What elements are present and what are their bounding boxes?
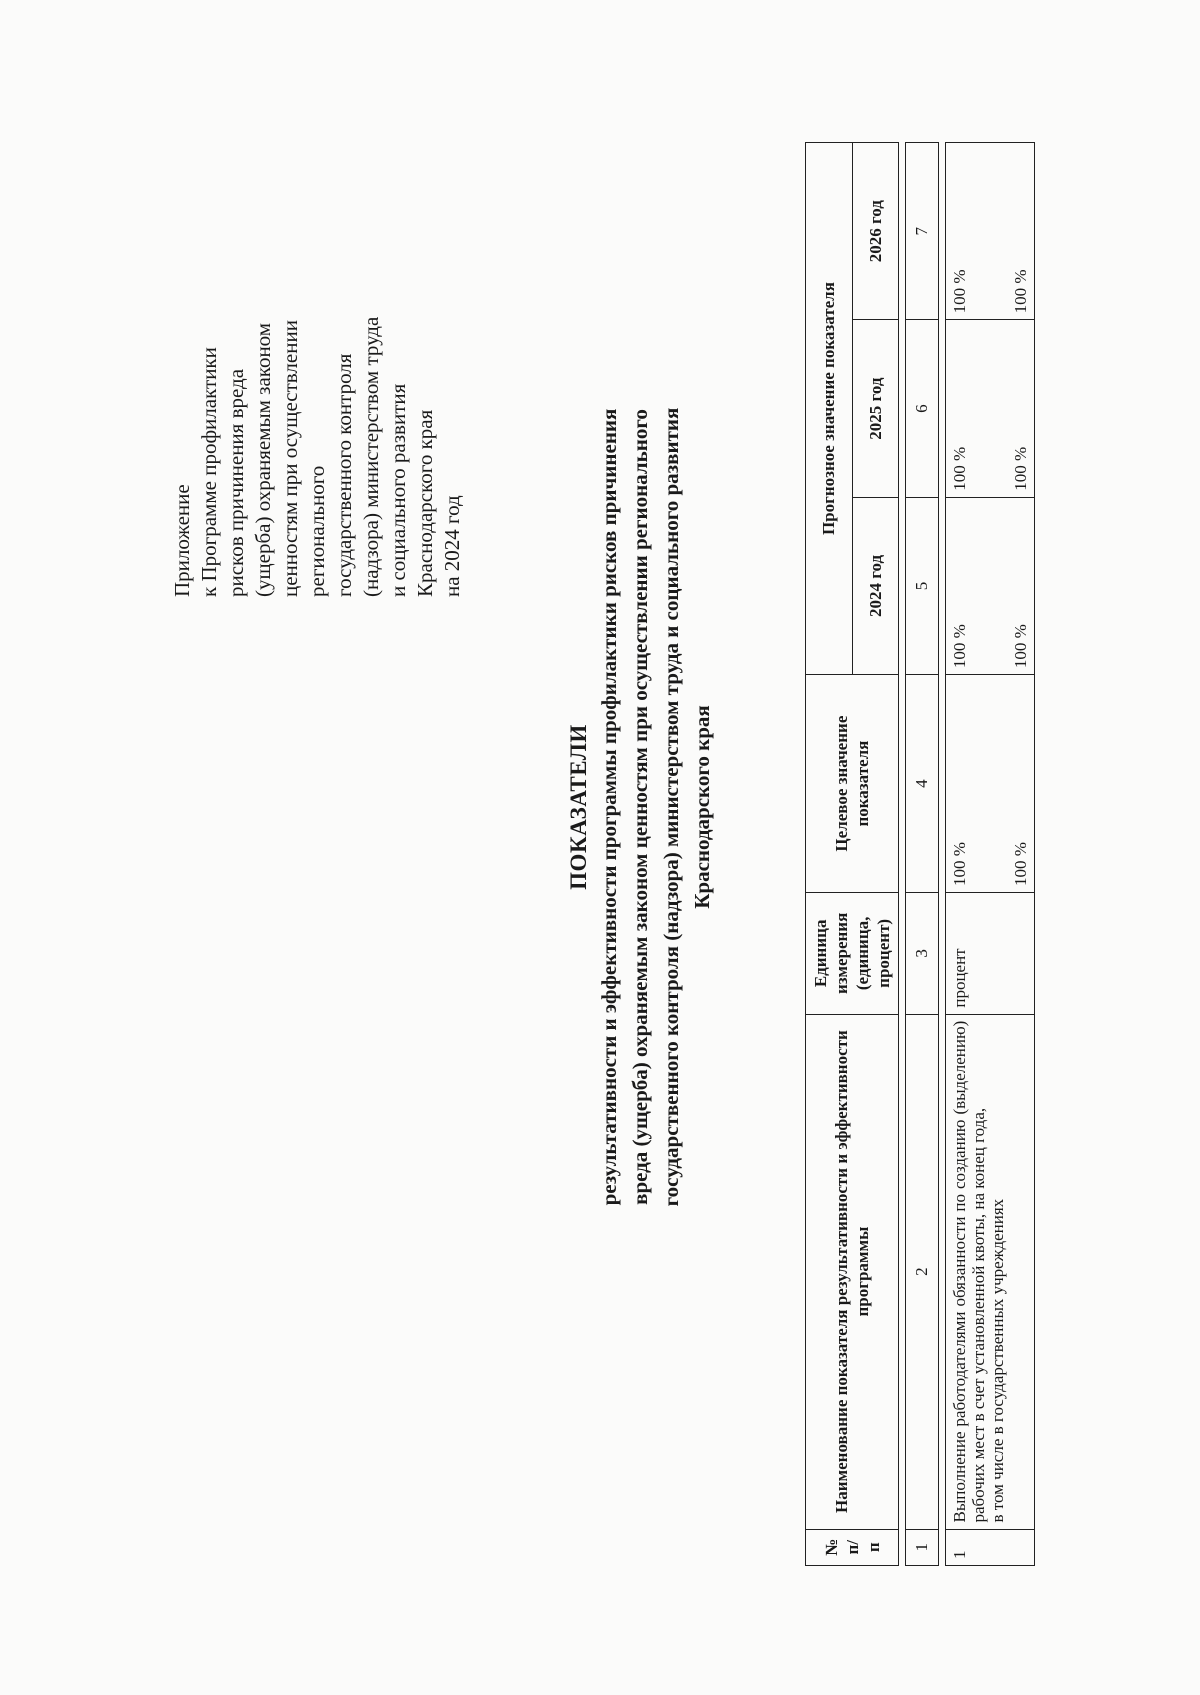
appendix-line: (надзора) министерством труда	[359, 316, 383, 597]
row-2026-sub-value: 100 %	[1011, 269, 1030, 314]
appendix-note	[169, 257, 466, 597]
appendix-line: на 2024 год	[440, 495, 464, 597]
appendix-line: Приложение	[170, 484, 194, 597]
row-2024-sub-value: 100 %	[1011, 624, 1030, 669]
document-page	[55, 67, 1145, 1627]
column-number: 5	[906, 497, 939, 674]
row-target-sub-value: 100 %	[1011, 842, 1030, 887]
column-number: 2	[906, 1014, 939, 1529]
header-row	[806, 143, 853, 1566]
header-forecast: Прогнозное значение показателя	[806, 143, 853, 675]
column-numbers-row	[906, 143, 939, 1566]
row-target	[946, 675, 1035, 893]
row-2025	[946, 320, 1035, 497]
table-spacer	[939, 143, 946, 1566]
row-2026-value: 100 %	[950, 269, 969, 314]
title-line: результативности и эффективности программы профилактики рисков причинения	[597, 408, 621, 1206]
column-number: 1	[906, 1529, 939, 1565]
column-number: 6	[906, 320, 939, 497]
column-number: 7	[906, 143, 939, 320]
row-2025-sub-value: 100 %	[1011, 446, 1030, 491]
header-year-2024: 2024 год	[852, 497, 899, 674]
header-target: Целевое значение показателя	[806, 675, 899, 893]
title-line: государственного контроля (надзора) министерством труда и социального развития	[659, 407, 683, 1207]
appendix-line: ценностям при осуществлении	[278, 320, 302, 597]
title-main: ПОКАЗАТЕЛИ	[566, 724, 591, 890]
row-name	[946, 1014, 1035, 1529]
header-year-2026: 2026 год	[852, 143, 899, 320]
row-unit: процент	[946, 893, 1035, 1015]
row-2026	[946, 143, 1035, 320]
appendix-line: регионального	[305, 465, 329, 597]
appendix-line: рисков причинения вреда	[224, 368, 248, 597]
row-2024-value: 100 %	[950, 624, 969, 669]
row-2025-value: 100 %	[950, 446, 969, 491]
column-number: 4	[906, 675, 939, 893]
header-name: Наименование показателя результативности и эффективности программы	[806, 1014, 899, 1529]
appendix-line: и социального развития	[386, 383, 410, 597]
document-title	[563, 227, 718, 1387]
row-target-value: 100 %	[950, 842, 969, 887]
appendix-line: к Программе профилактики	[197, 347, 221, 597]
row-2024	[946, 497, 1035, 674]
appendix-line: Краснодарского края	[413, 409, 437, 597]
header-unit: Единица измерения (единица, процент)	[806, 893, 899, 1015]
row-num: 1	[946, 1529, 1035, 1565]
column-number: 3	[906, 893, 939, 1015]
header-num: № п/п	[806, 1529, 899, 1565]
table-spacer	[899, 143, 906, 1566]
row-name-sub: в том числе в государственных учреждениях	[988, 1198, 1007, 1523]
indicators-table	[805, 142, 1035, 1566]
table-row	[946, 143, 1035, 1566]
title-line: вреда (ущерба) охраняемым законом ценностям при осуществлении регионального	[628, 409, 652, 1205]
header-year-2025: 2025 год	[852, 320, 899, 497]
title-line: Краснодарского края	[690, 705, 714, 909]
appendix-line: государственного контроля	[332, 353, 356, 597]
appendix-line: (ущерба) охраняемым законом	[251, 322, 275, 597]
row-name-text: Выполнение работодателями обязанности по созданию (выделению) рабочих мест в счет установленной квоты, на конец года,	[950, 1020, 988, 1523]
